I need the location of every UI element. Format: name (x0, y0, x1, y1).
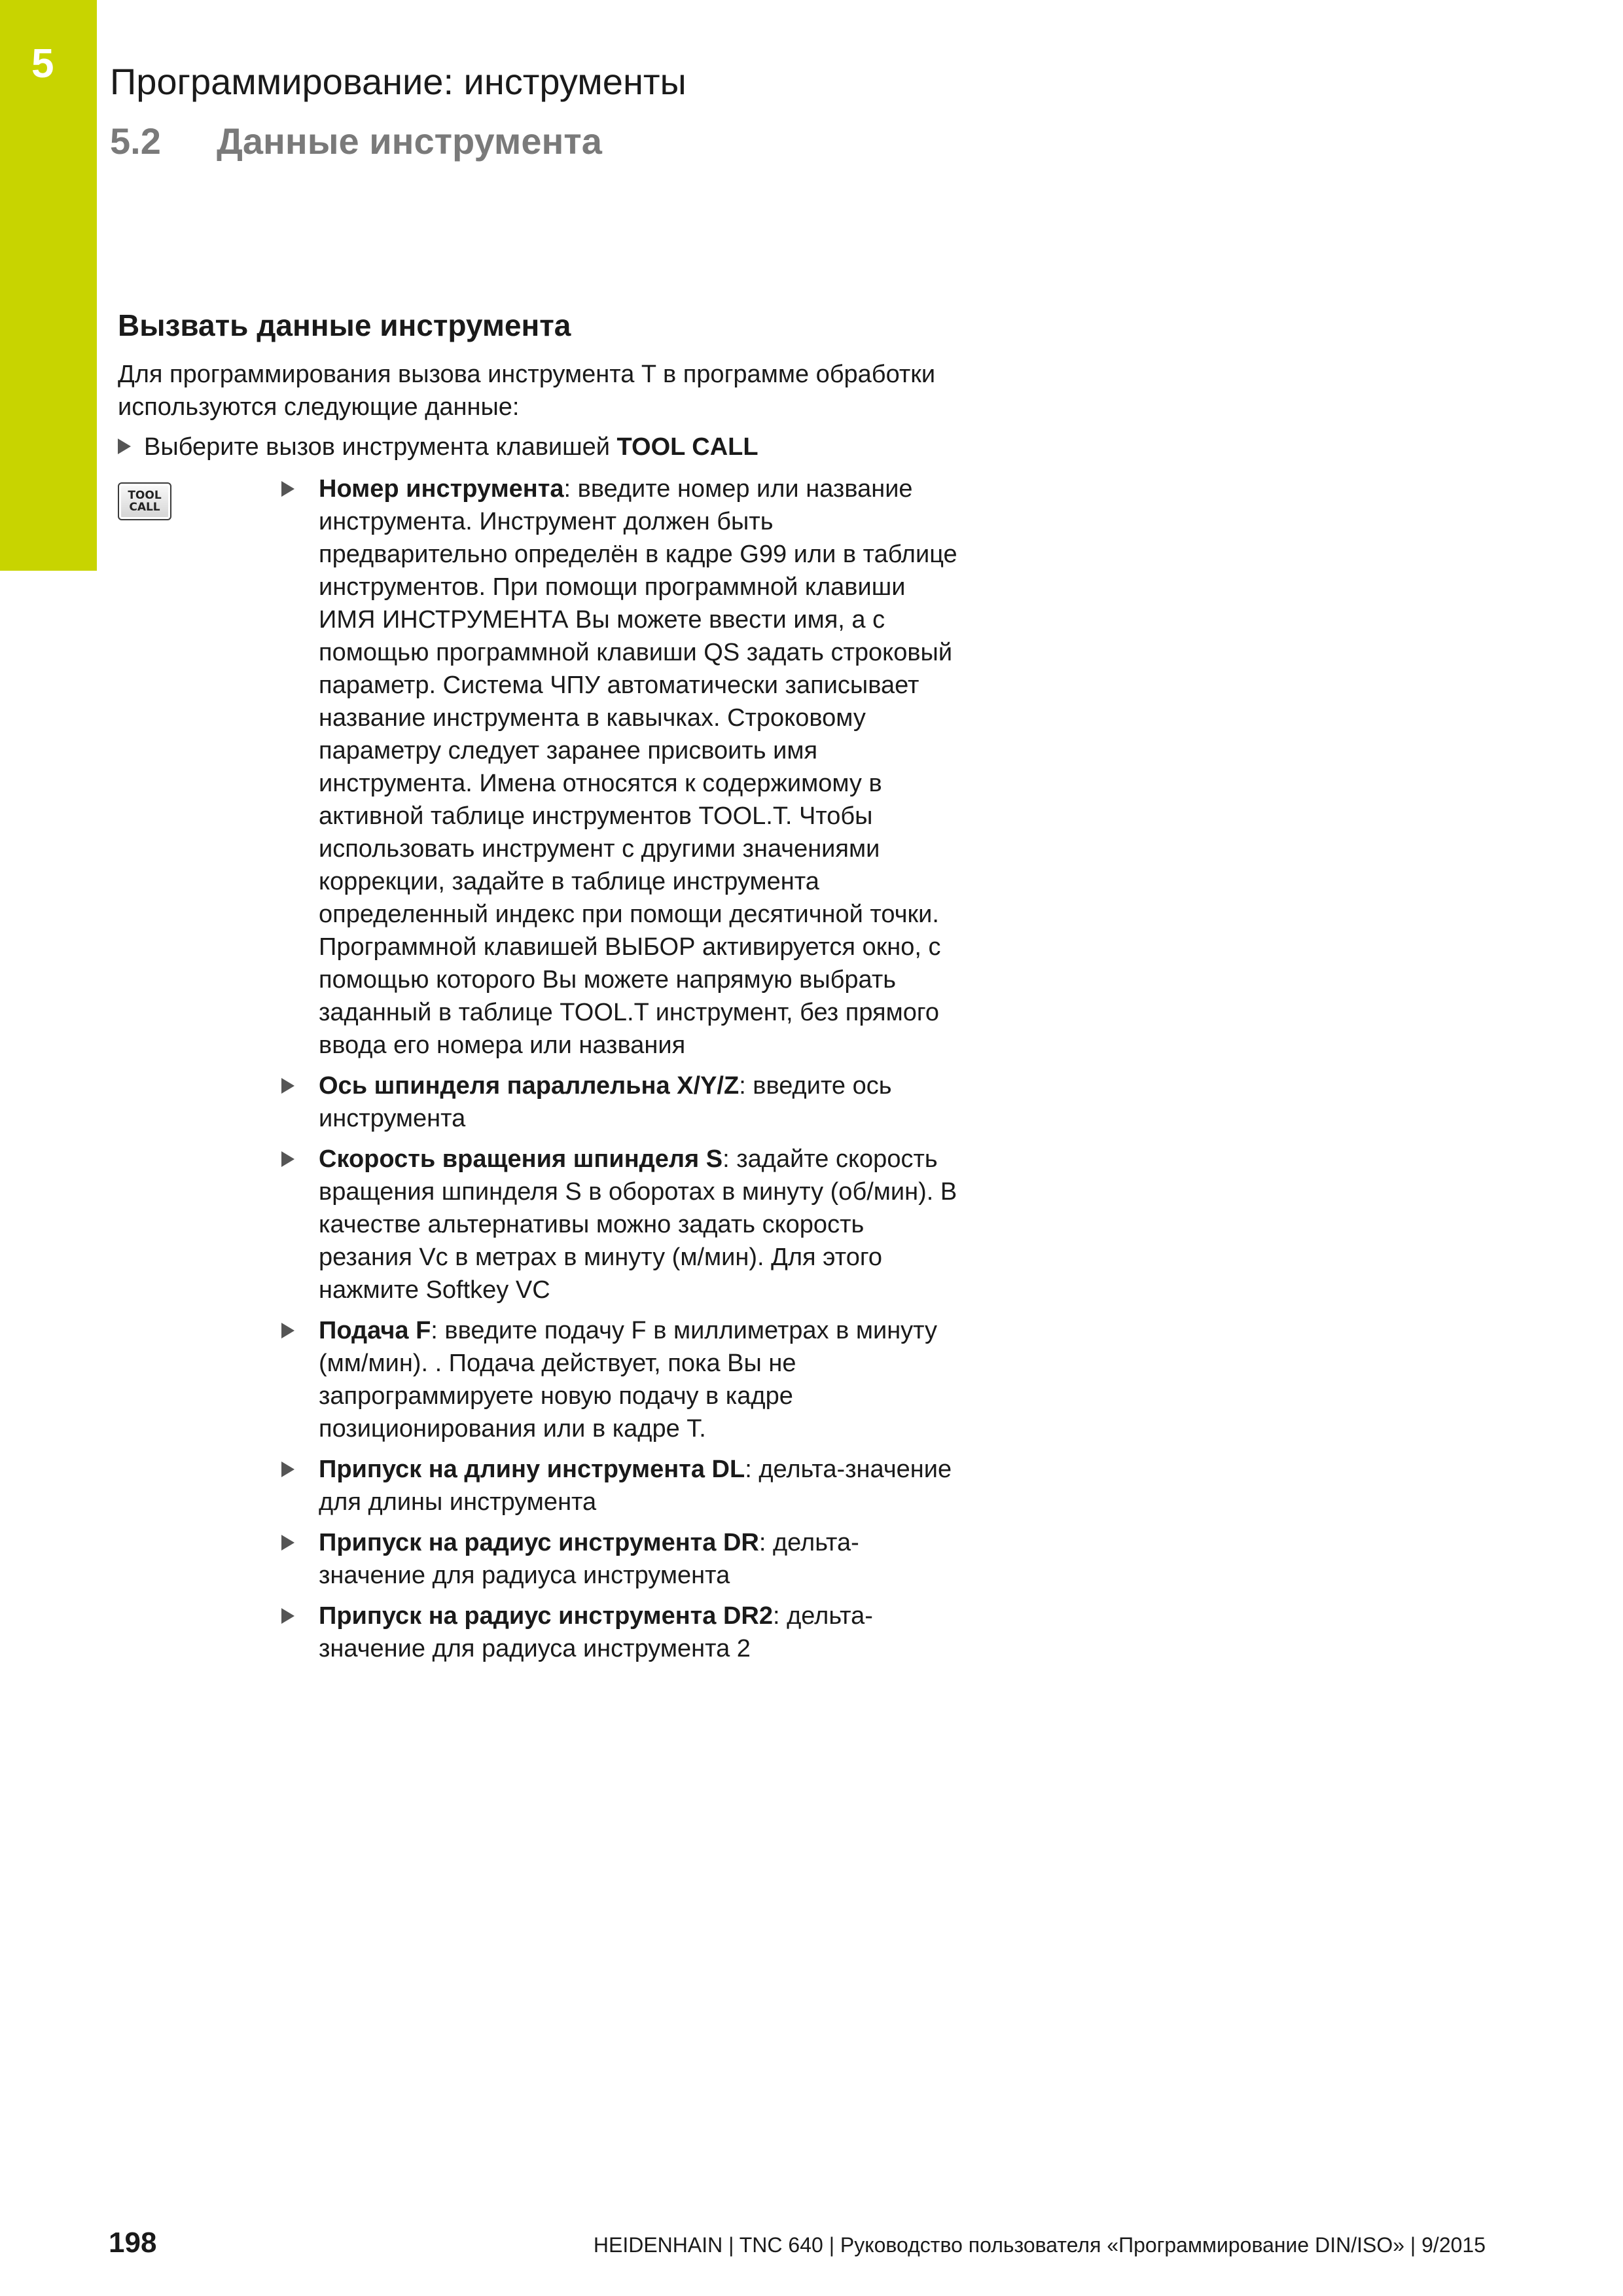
section-header (110, 120, 602, 162)
param-text: : введите номер или название инструмента. Инструмент должен быть предварительно определён в кадре G99 или в таблице инструментов. При помощи программной клавиши ИМЯ ИНСТРУМЕНТА Вы можете ввести имя, а с помощью программной клавиши QS задать строковый параметр. Система ЧПУ автоматически записывает название инструмента в кавычках. Строковому параметру следует заранее присвоить имя инструмента. Имена относятся к содержимому в активной таблице инструментов TOOL.T. Чтобы использовать инструмент с другими значениями коррекции, задайте в таблице инструмента определенный индекс при помощи десятичной точки. Программной клавишей ВЫБОР активируется окно, с помощью которого Вы можете напрямую выбрать заданный в таблице TOOL.T инструмент, без прямого ввода его номера или названия (319, 475, 957, 1059)
param-radius2-oversize (281, 1600, 962, 1665)
param-text: : введите подачу F в миллиметрах в минуту (мм/мин). . Подача действует, пока Вы не запрограммируете новую подачу в кадре позиционирования или в кадре T. (319, 1317, 938, 1443)
param-label: Припуск на радиус инструмента DR2 (319, 1602, 774, 1630)
param-label: Номер инструмента (319, 475, 564, 503)
footer-text: HEIDENHAIN | TNC 640 | Руководство пользователя «Программирование DIN/ISO» | 9/2015 (593, 2233, 1486, 2257)
param-length-oversize (281, 1453, 962, 1518)
bullet-arrow-icon (118, 439, 131, 454)
param-text: : дельта-значение для длины инструмента (319, 1456, 952, 1516)
param-radius-oversize (281, 1526, 962, 1592)
param-label: Скорость вращения шпинделя S (319, 1145, 723, 1173)
param-label: Припуск на длину инструмента DL (319, 1456, 745, 1483)
param-label: Подача F (319, 1317, 431, 1344)
bullet-arrow-icon (281, 1323, 294, 1338)
step-text: Выберите вызов инструмента клавишей (144, 433, 617, 461)
tool-call-key-icon (118, 482, 171, 520)
key-label-line1: TOOL (128, 489, 162, 502)
param-text: : введите ось инструмента (319, 1072, 892, 1132)
chapter-title: Программирование: инструменты (110, 61, 687, 102)
param-tool-number (281, 473, 962, 1062)
bullet-arrow-icon (281, 1462, 294, 1477)
bullet-arrow-icon (281, 481, 294, 497)
param-feed-rate (281, 1314, 962, 1445)
chapter-number: 5 (31, 41, 54, 86)
bullet-arrow-icon (281, 1608, 294, 1624)
step-instruction (118, 431, 969, 463)
bullet-arrow-icon (281, 1535, 294, 1551)
parameter-list (281, 473, 962, 1673)
param-text: : дельта-значение для радиуса инструмента (319, 1529, 859, 1589)
param-label: Припуск на радиус инструмента DR (319, 1529, 759, 1556)
param-spindle-speed (281, 1143, 962, 1306)
section-number: 5.2 (110, 120, 161, 162)
subsection-heading: Вызвать данные инструмента (118, 308, 571, 342)
param-label: Ось шпинделя параллельна X/Y/Z (319, 1072, 740, 1100)
step-key-name: TOOL CALL (616, 433, 758, 461)
page-number: 198 (109, 2227, 157, 2259)
param-spindle-axis (281, 1069, 962, 1135)
bullet-arrow-icon (281, 1151, 294, 1167)
intro-paragraph: Для программирования вызова инструмента T в программе обработки используются следующие данные: (118, 361, 936, 421)
param-text: : дельта-значение для радиуса инструмента 2 (319, 1602, 873, 1662)
key-label-line2: CALL (129, 501, 160, 514)
bullet-arrow-icon (281, 1078, 294, 1094)
param-text: : задайте скорость вращения шпинделя S в оборотах в минуту (об/мин). В качестве альтернативы можно задать скорость резания Vc в метрах в минуту (м/мин). Для этого нажмите Softkey VC (319, 1145, 957, 1304)
section-title: Данные инструмента (217, 120, 602, 162)
